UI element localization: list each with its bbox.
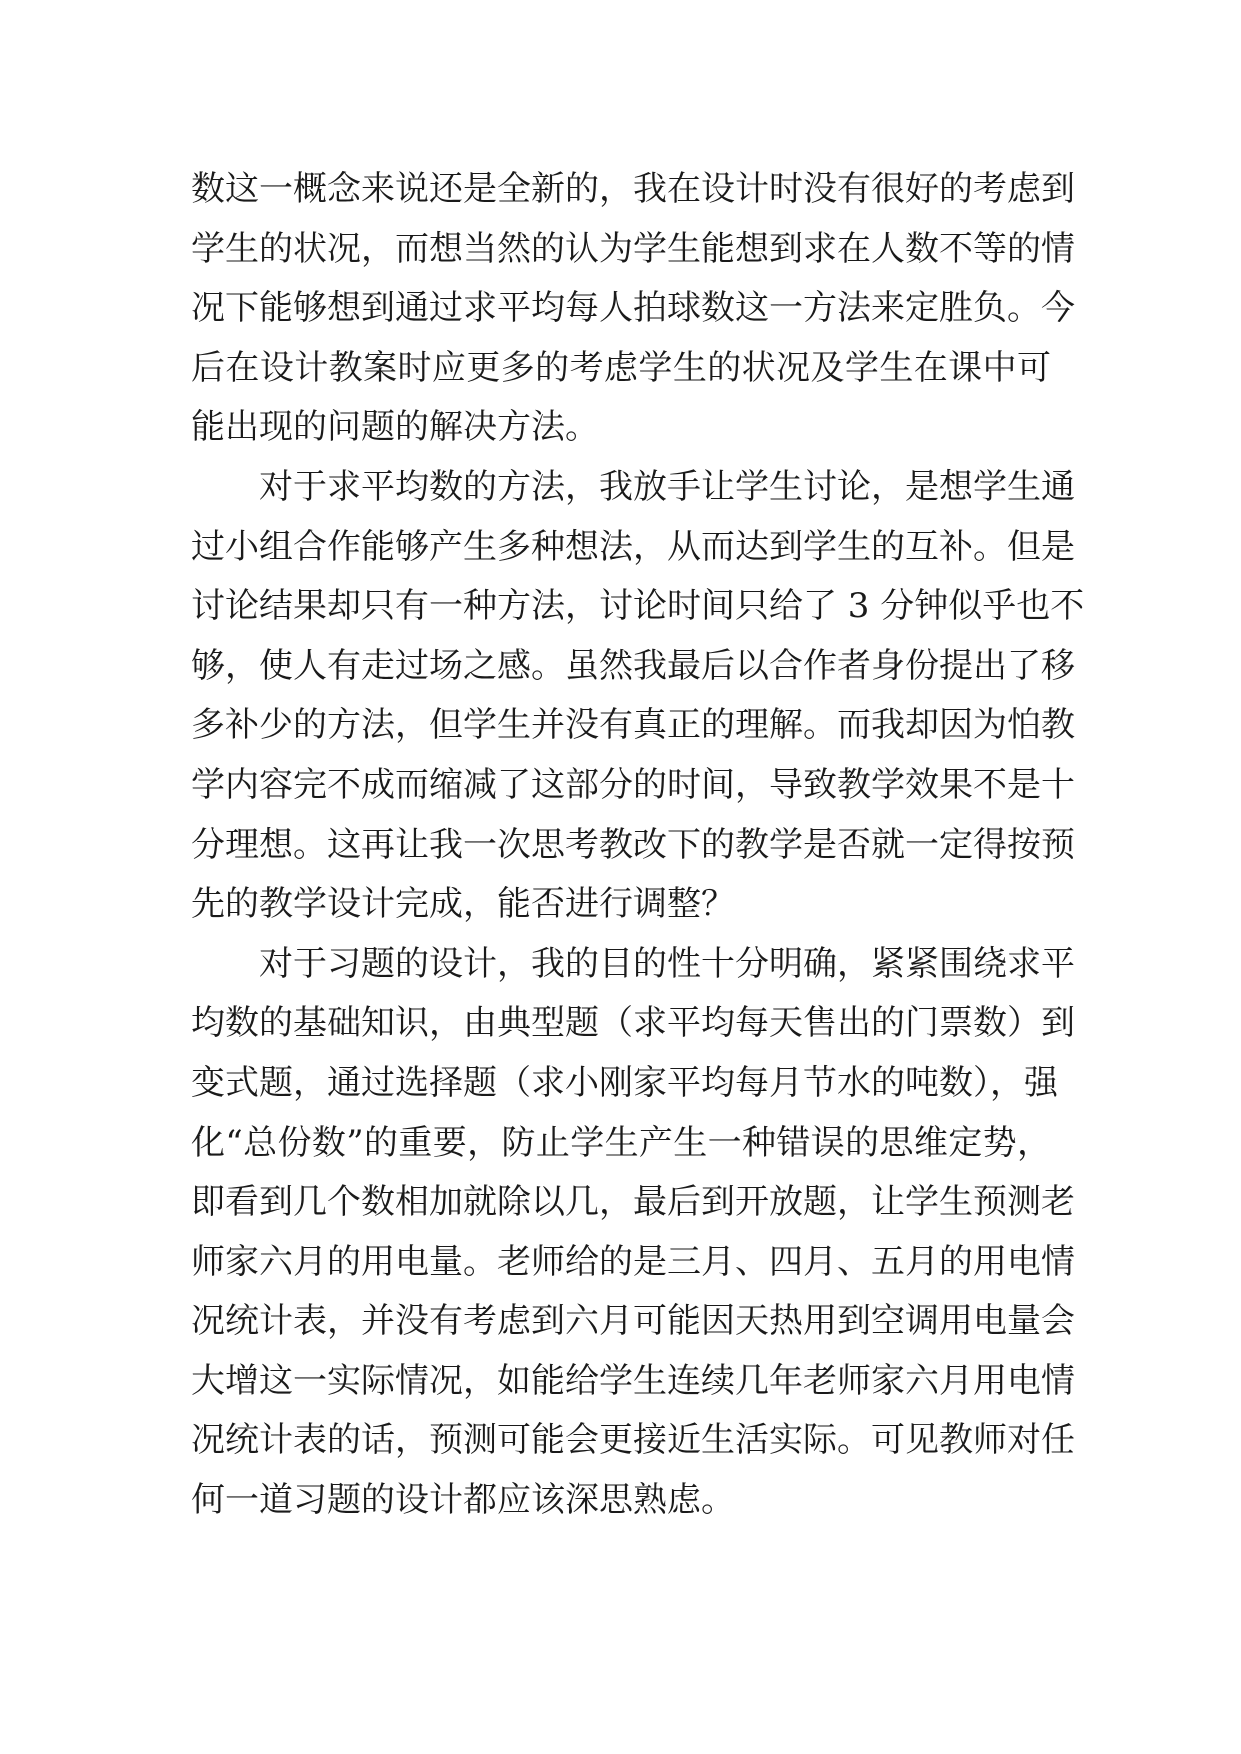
text-line: 多补少的方法，但学生并没有真正的理解。而我却因为怕教 <box>191 705 1075 746</box>
text-line: 况下能够想到通过求平均每人拍球数这一方法来定胜负。今 <box>191 288 1075 329</box>
text-line: 变式题，通过选择题（求小刚家平均每月节水的吨数），强 <box>191 1062 1058 1103</box>
text-line: 数这一概念来说还是全新的，我在设计时没有很好的考虑到 <box>191 169 1075 209</box>
text-line: 能出现的问题的解决方法。 <box>191 407 599 448</box>
text-line: 大增这一实际情况，如能给学生连续几年老师家六月用电情 <box>191 1360 1075 1401</box>
paragraph-2 <box>191 458 1085 935</box>
text-line: 后在设计教案时应更多的考虑学生的状况及学生在课中可 <box>191 347 1051 388</box>
text-line: 先的教学设计完成，能否进行调整？ <box>191 884 735 925</box>
text-line: 何一道习题的设计都应该深思熟虑。 <box>191 1480 735 1521</box>
paragraph-1 <box>191 160 1075 458</box>
text-line: 够，使人有走过场之感。虽然我最后以合作者身份提出了移 <box>191 645 1075 686</box>
body-text <box>191 160 1085 1531</box>
text-line: 学内容完不成而缩减了这部分的时间，导致教学效果不是十 <box>191 764 1075 805</box>
text-line: 况统计表，并没有考虑到六月可能因天热用到空调用电量会 <box>191 1301 1075 1342</box>
text-line: 师家六月的用电量。老师给的是三月、四月、五月的用电情 <box>191 1241 1075 1282</box>
text-line: 化“总份数”的重要，防止学生产生一种错误的思维定势， <box>191 1122 1051 1163</box>
text-line: 分理想。这再让我一次思考教改下的教学是否就一定得按预 <box>191 824 1075 865</box>
text-line: 过小组合作能够产生多种想法，从而达到学生的互补。但是 <box>191 526 1075 567</box>
text-line: 学生的状况，而想当然的认为学生能想到求在人数不等的情 <box>191 228 1075 269</box>
text-line: 对于习题的设计，我的目的性十分明确，紧紧围绕求平 <box>259 943 1075 984</box>
text-line: 讨论结果却只有一种方法，讨论时间只给了 3 分钟似乎也不 <box>191 586 1085 627</box>
text-line: 况统计表的话，预测可能会更接近生活实际。可见教师对任 <box>191 1420 1075 1461</box>
text-line: 即看到几个数相加就除以几，最后到开放题，让学生预测老 <box>191 1182 1075 1223</box>
text-line: 对于求平均数的方法，我放手让学生讨论，是想学生通 <box>259 466 1075 507</box>
paragraph-3 <box>191 935 1075 1531</box>
text-line: 均数的基础知识，由典型题（求平均每天售出的门票数）到 <box>191 1003 1075 1044</box>
